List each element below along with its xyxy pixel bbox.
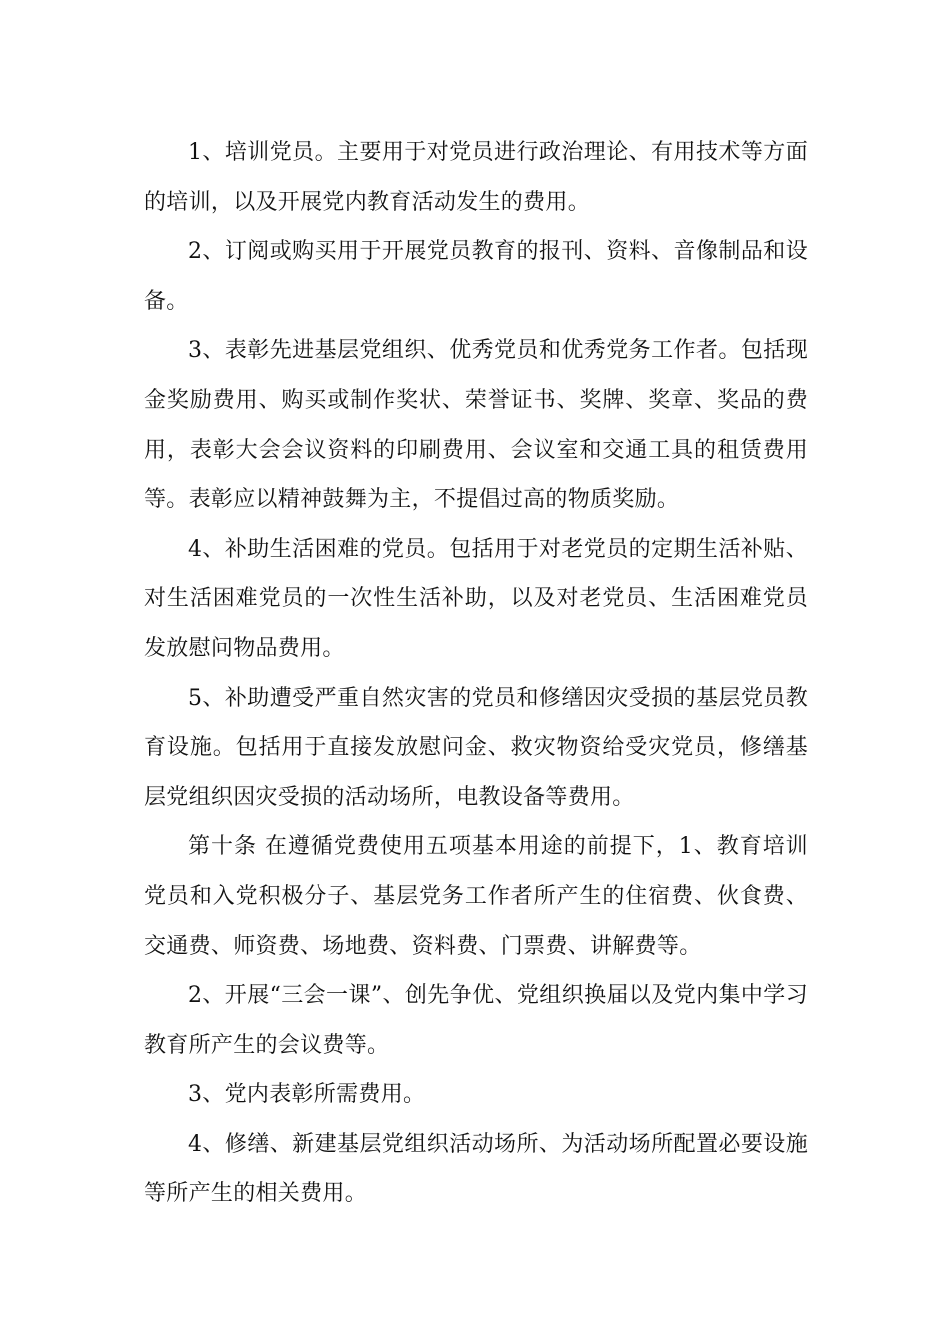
paragraph-item-4: 4、补助生活困难的党员。包括用于对老党员的定期生活补贴、对生活困难党员的一次性生活补助，以及对老党员、生活困难党员发放慰问物品费用。 — [144, 536, 808, 661]
paragraph-item-2: 2、订阅或购买用于开展党员教育的报刊、资料、音像制品和设备。 — [144, 239, 808, 314]
document-body — [144, 128, 808, 1219]
paragraph-item-1: 1、培训党员。主要用于对党员进行政治理论、有用技术等方面的培训，以及开展党内教育活动发生的费用。 — [144, 140, 808, 215]
paragraph-article-10: 第十条 在遵循党费使用五项基本用途的前提下，1、教育培训党员和入党积极分子、基层党务工作者所产生的住宿费、伙食费、交通费、师资费、场地费、资料费、门票费、讲解费等。 — [144, 834, 808, 959]
paragraph-item-3: 3、表彰先进基层党组织、优秀党员和优秀党务工作者。包括现金奖励费用、购买或制作奖状、荣誉证书、奖牌、奖章、奖品的费用，表彰大会会议资料的印刷费用、会议室和交通工具的租赁费用等。表彰应以精神鼓舞为主，不提倡过高的物质奖励。 — [144, 338, 808, 513]
paragraph-article-10-item-3: 3、党内表彰所需费用。 — [188, 1082, 426, 1108]
paragraph-article-10-item-4: 4、修缮、新建基层党组织活动场所、为活动场所配置必要设施等所产生的相关费用。 — [144, 1131, 808, 1207]
paragraph-item-5: 5、补助遭受严重自然灾害的党员和修缮因灾受损的基层党员教育设施。包括用于直接发放慰问金、救灾物资给受灾党员，修缮基层党组织因灾受损的活动场所，电教设备等费用。 — [144, 685, 808, 810]
paragraph-article-10-item-2: 2、开展“三会一课”、创先争优、党组织换届以及党内集中学习教育所产生的会议费等。 — [144, 983, 808, 1058]
